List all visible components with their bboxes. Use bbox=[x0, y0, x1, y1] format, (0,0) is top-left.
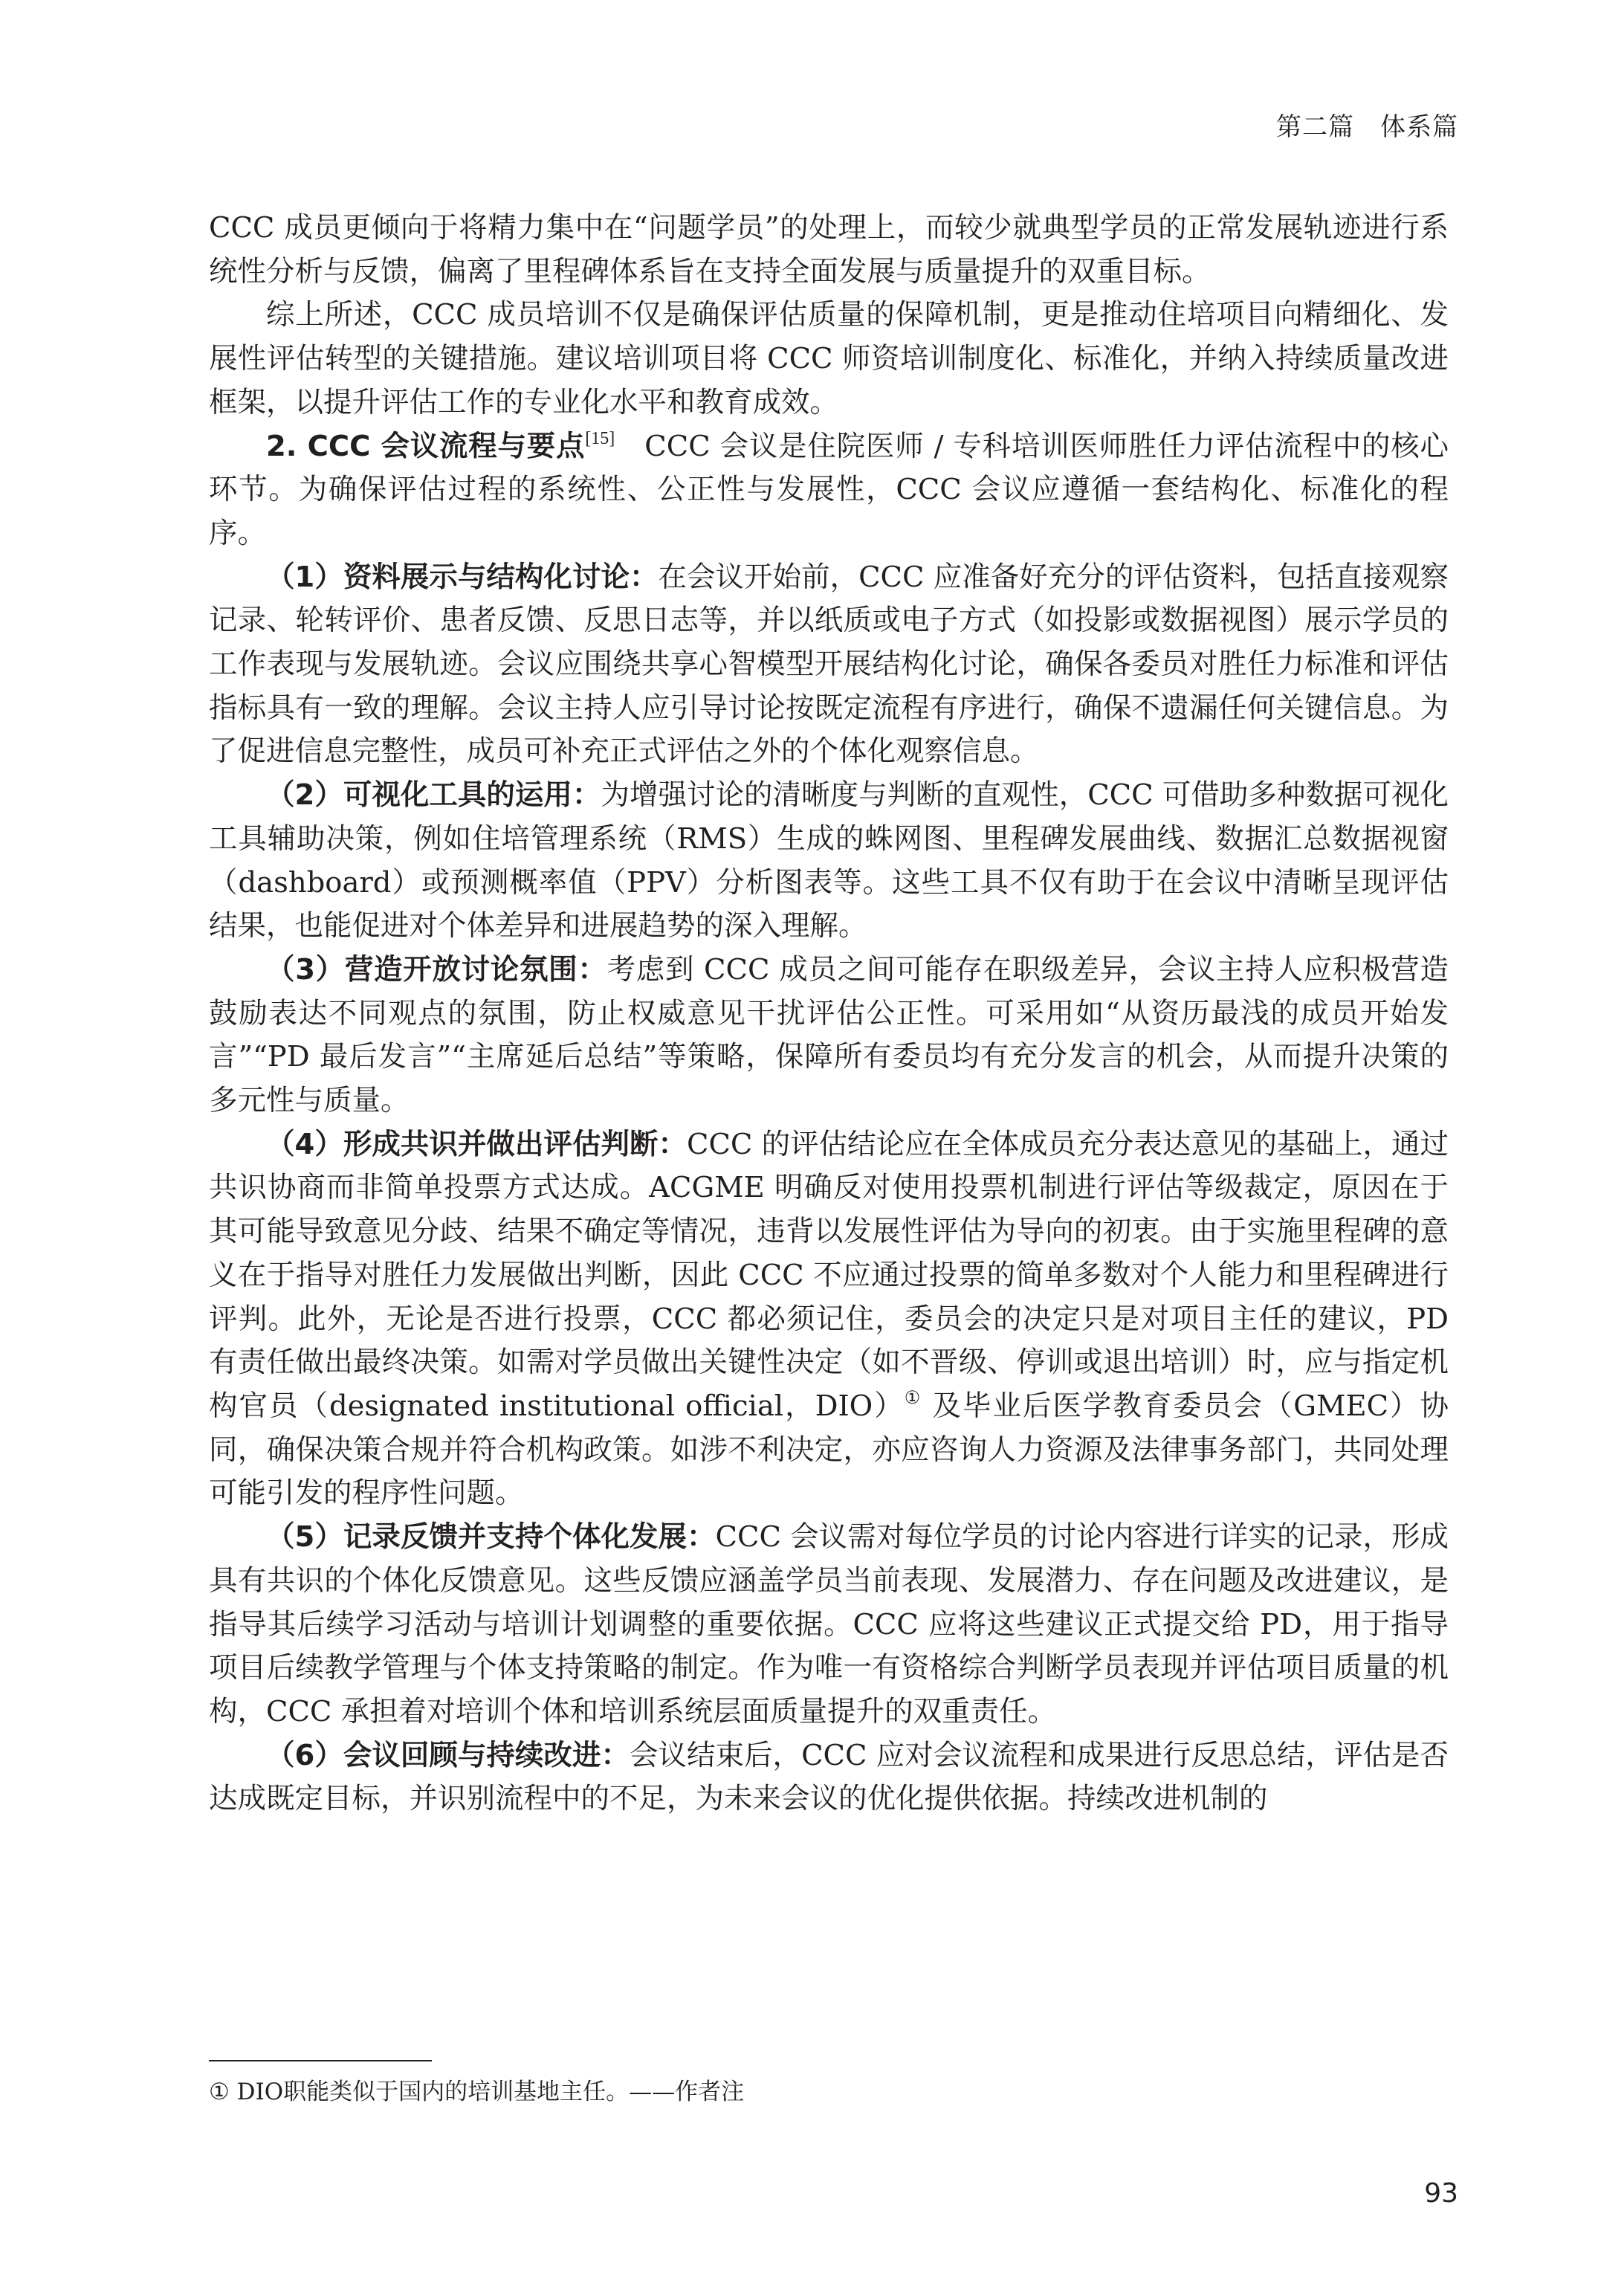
reference-marker: [15] bbox=[585, 428, 615, 448]
paragraph-text: CCC 的评估结论应在全体成员充分表达意见的基础上，通过共识协商而非简单投票方式达成。ACGME 明确反对使用投票机制进行评估等级裁定，原因在于其可能导致意见分歧、结果不确定等情况，违背以发展性评估为导向的初衷。由于实施里程碑的意义在于指导对胜任力发展做出判断，因此 CCC 不应通过投票的简单多数对个人能力和里程碑进行评判。此外，无论是否进行投票，CCC 都必须记住，委员会的决定只是对项目主任的建议，PD 有责任做出最终决策。如需对学员做出关键性决定（如不晋级、停训或退出培训）时，应与指定机构官员（designated institutional official，DIO） bbox=[209, 1127, 1449, 1423]
paragraph-text: 考虑到 CCC 成员之间可能存在职级差异，会议主持人应积极营造鼓励表达不同观点的氛围，防止权威意见干扰评估公正性。可采用如“从资历最浅的成员开始发言”“PD 最后发言”“主席延后总结”等策略，保障所有委员均有充分发言的机会，从而提升决策的多元性与质量。 bbox=[209, 952, 1449, 1118]
main-text bbox=[209, 207, 1449, 1821]
item-1-paragraph bbox=[209, 556, 1449, 775]
item-3-paragraph bbox=[209, 949, 1449, 1123]
paragraph-summary bbox=[209, 294, 1449, 424]
footnote-rule bbox=[209, 2060, 432, 2061]
paragraph-text: 在会议开始前，CCC 应准备好充分的评估资料，包括直接观察记录、轮转评价、患者反馈、反思日志等，并以纸质或电子方式（如投影或数据视图）展示学员的工作表现与发展轨迹。会议应围绕共享心智模型开展结构化讨论，确保各委员对胜任力标准和评估指标具有一致的理解。会议主持人应引导讨论按既定流程有序进行，确保不遗漏任何关键信息。为了促进信息完整性，成员可补充正式评估之外的个体化观察信息。 bbox=[209, 560, 1449, 769]
running-header: 第二篇 体系篇 bbox=[1276, 112, 1458, 142]
item-heading: （4）形成共识并做出评估判断： bbox=[266, 1127, 688, 1161]
item-heading: （2）可视化工具的运用： bbox=[266, 778, 601, 813]
item-6-paragraph bbox=[209, 1734, 1449, 1821]
paragraph-text: 及毕业后医学教育委员会（GMEC）协同，确保决策合规并符合机构政策。如涉不利决定，亦应咨询人力资源及法律事务部门，共同处理可能引发的程序性问题。 bbox=[209, 1389, 1449, 1511]
item-2-paragraph bbox=[209, 774, 1449, 949]
footnote-marker: ① bbox=[904, 1388, 922, 1408]
section-2-paragraph bbox=[209, 425, 1449, 556]
page-number: 93 bbox=[1424, 2178, 1458, 2209]
paragraph-text: 综上所述，CCC 成员培训不仅是确保评估质量的保障机制，更是推动住培项目向精细化、发展性评估转型的关键措施。建议培训项目将 CCC 师资培训制度化、标准化，并纳入持续质量改进框架，以提升评估工作的专业化水平和教育成效。 bbox=[209, 298, 1449, 419]
item-heading: （1）资料展示与结构化讨论： bbox=[266, 560, 659, 594]
footnote: ① DIO职能类似于国内的培训基地主任。——作者注 bbox=[209, 2079, 745, 2105]
item-heading: （5）记录反馈并支持个体化发展： bbox=[266, 1520, 716, 1554]
item-heading: （6）会议回顾与持续改进： bbox=[266, 1738, 630, 1772]
paragraph-text: 会议结束后，CCC 应对会议流程和成果进行反思总结，评估是否达成既定目标，并识别流程中的不足，为未来会议的优化提供依据。持续改进机制的 bbox=[209, 1738, 1449, 1816]
item-heading: （3）营造开放讨论氛围： bbox=[266, 952, 607, 986]
paragraph-text: CCC 成员更倾向于将精力集中在“问题学员”的处理上，而较少就典型学员的正常发展轨迹进行系统性分析与反馈，偏离了里程碑体系旨在支持全面发展与质量提升的双重目标。 bbox=[209, 211, 1449, 288]
paragraph-text: CCC 会议需对每位学员的讨论内容进行详实的记录，形成具有共识的个体化反馈意见。这些反馈应涵盖学员当前表现、发展潜力、存在问题及改进建议，是指导其后续学习活动与培训计划调整的重要依据。CCC 应将这些建议正式提交给 PD，用于指导项目后续教学管理与个体支持策略的制定。作为唯一有资格综合判断学员表现并评估项目质量的机构，CCC 承担着对培训个体和培训系统层面质量提升的双重责任。 bbox=[209, 1520, 1449, 1728]
section-heading: 2. CCC 会议流程与要点 bbox=[266, 429, 586, 463]
item-4-paragraph bbox=[209, 1123, 1449, 1516]
paragraph-continuation bbox=[209, 207, 1449, 294]
item-5-paragraph bbox=[209, 1516, 1449, 1734]
paragraph-text: 为增强讨论的清晰度与判断的直观性，CCC 可借助多种数据可视化工具辅助决策，例如住培管理系统（RMS）生成的蛛网图、里程碑发展曲线、数据汇总数据视窗（dashboard）或预测概率值（PPV）分析图表等。这些工具不仅有助于在会议中清晰呈现评估结果，也能促进对个体差异和进展趋势的深入理解。 bbox=[209, 778, 1449, 943]
paragraph-text: CCC 会议是住院医师 / 专科培训医师胜任力评估流程中的核心环节。为确保评估过程的系统性、公正性与发展性，CCC 会议应遵循一套结构化、标准化的程序。 bbox=[209, 429, 1449, 550]
